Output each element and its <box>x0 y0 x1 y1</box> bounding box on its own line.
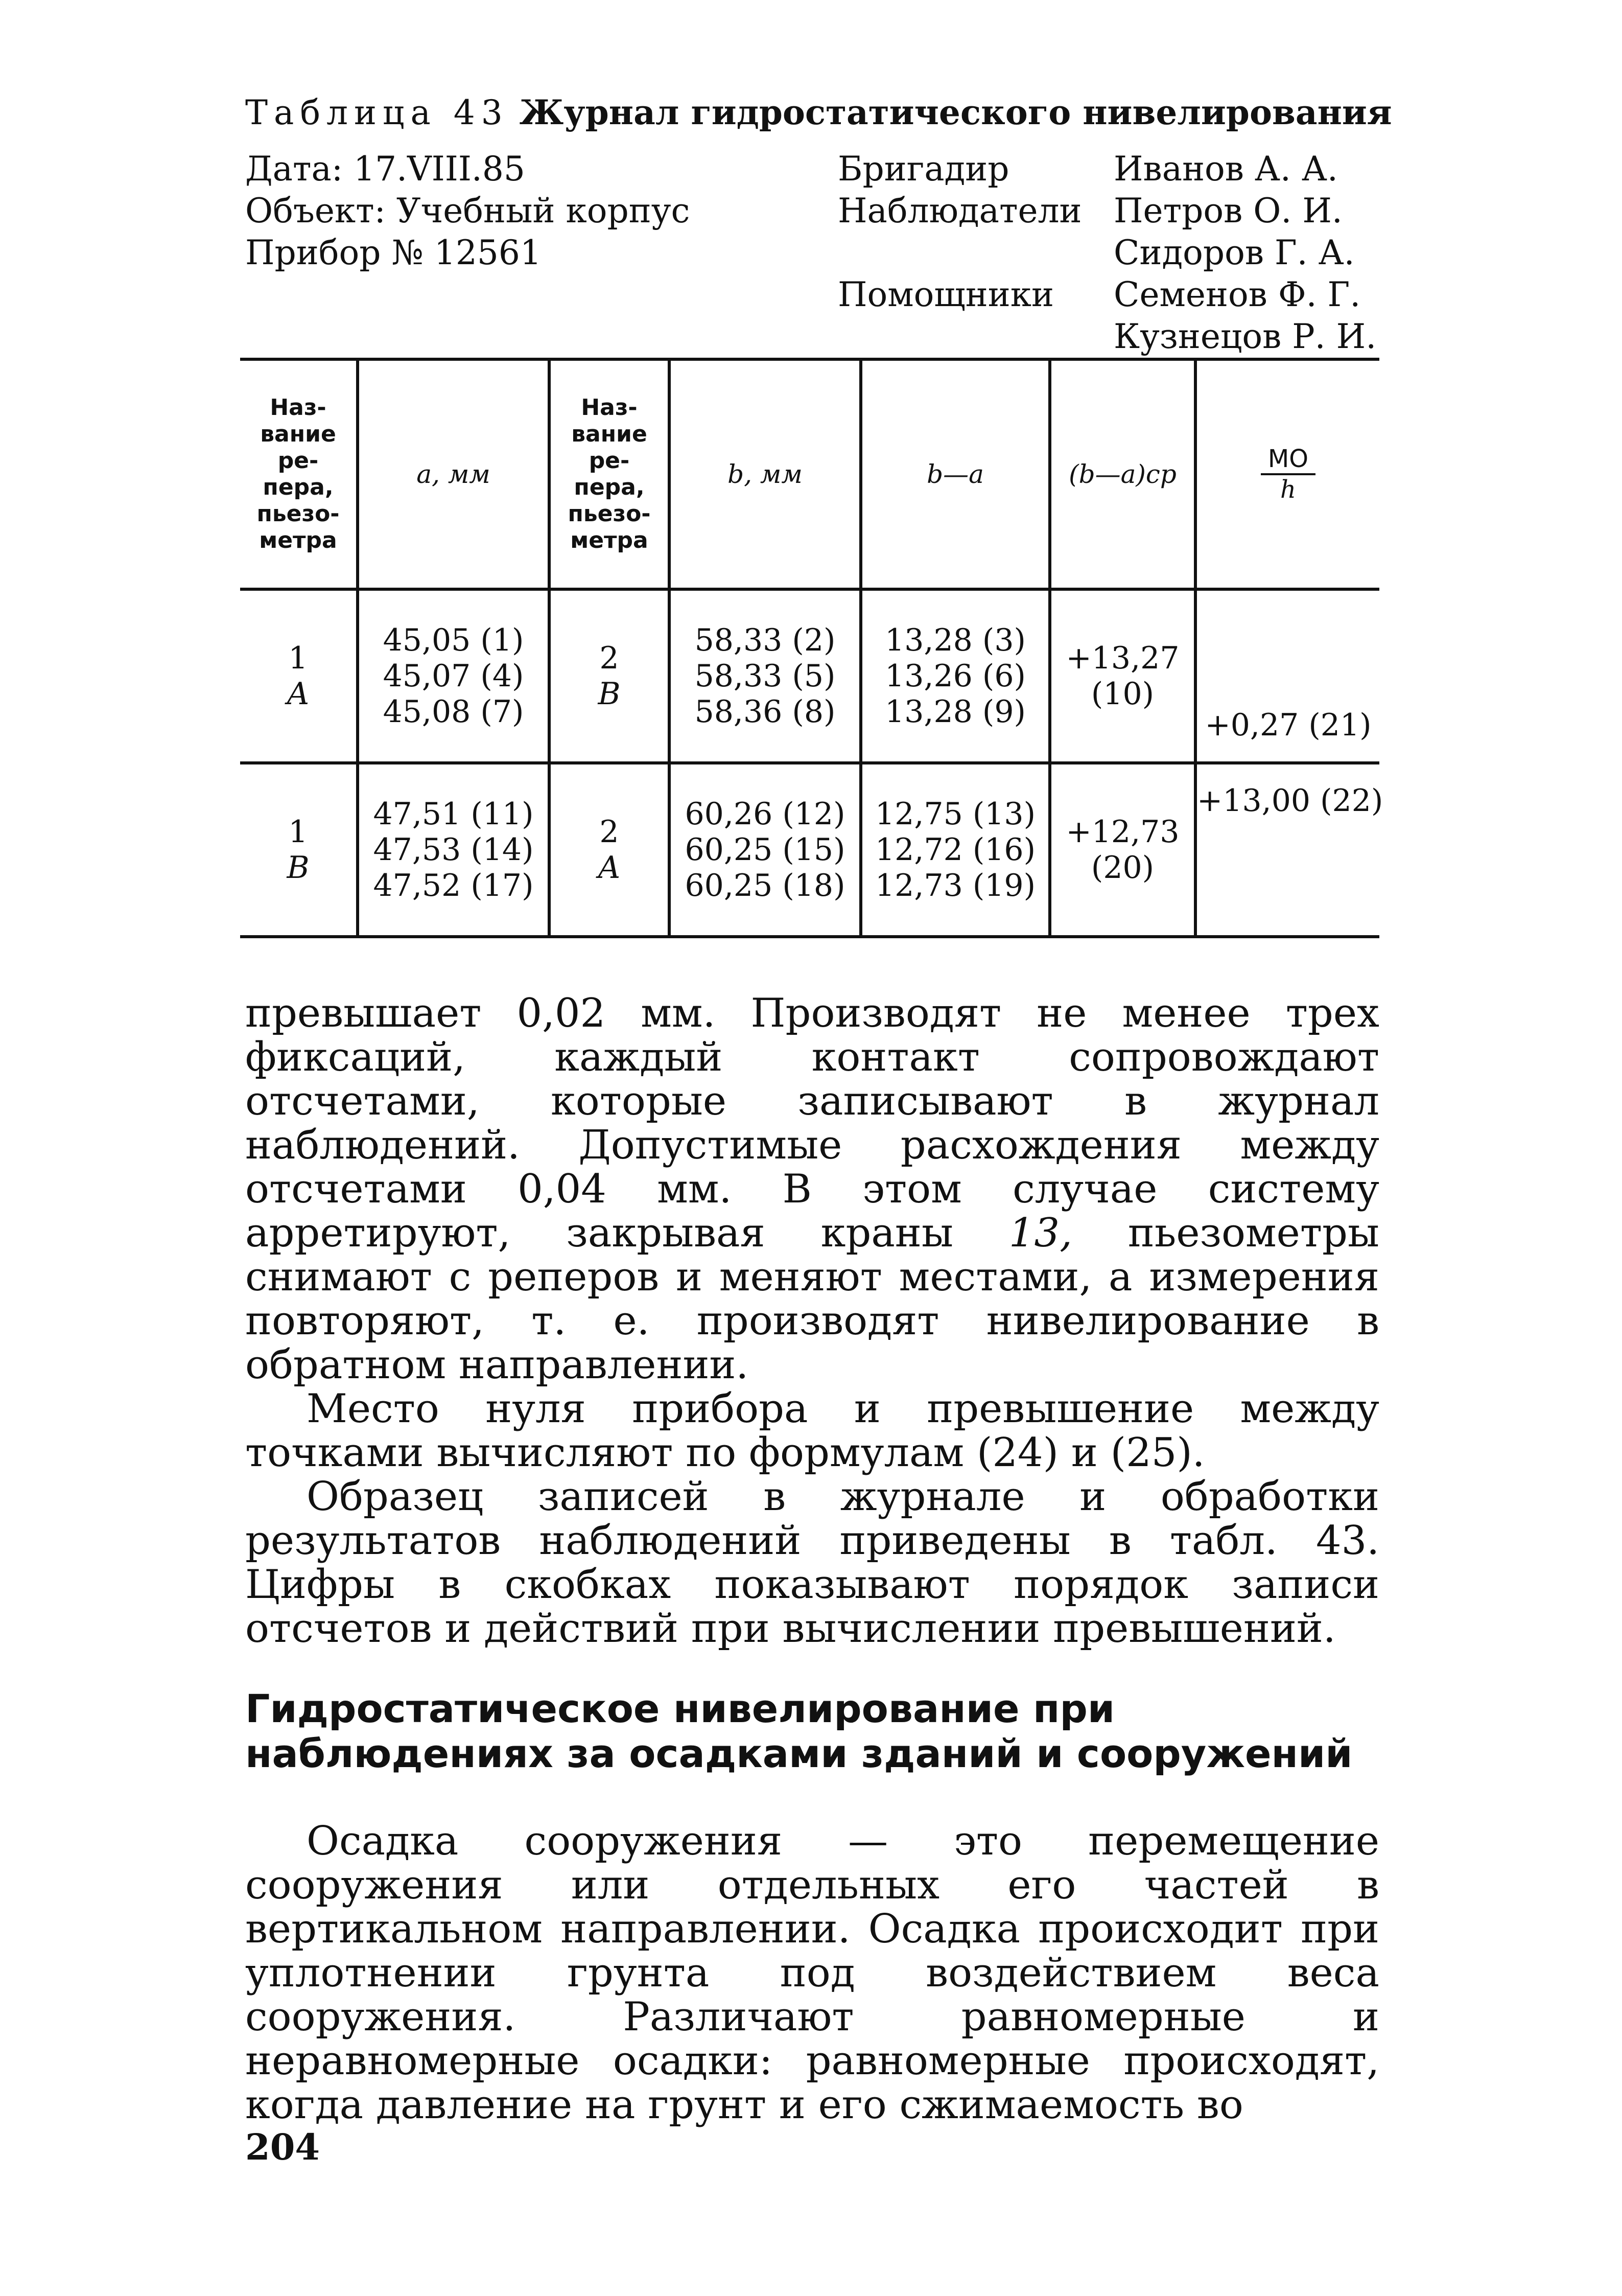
header-b: b, мм <box>669 359 861 589</box>
table-row <box>240 589 1379 763</box>
header-difference: b—a <box>861 359 1050 589</box>
header-point-1: Наз- вание ре- пера, пьезо- метра <box>240 359 358 589</box>
paragraph: Осадка сооружения — это перемещение сооружения или отдельных его частей в вертикальном направлении. Осадка происходит при уплотнении грунта под воздействием веса сооружения. Различают равномерные и неравномерные осадки: равномерные происходят, когда давление на грунт и его сжимаемость во <box>245 1818 1379 2128</box>
helpers-label: Помощники <box>838 275 1054 314</box>
point-cell: 2 B <box>549 589 669 763</box>
observer-name: Петров О. И. <box>1114 191 1343 230</box>
foreman-name: Иванов А. А. <box>1114 149 1338 189</box>
observers-label: Наблюдатели <box>838 191 1082 230</box>
difference-cell: 13,28 (3) 13,26 (6) 13,28 (9) <box>861 589 1050 763</box>
header-point-2: Наз- вание ре- пера, пьезо- метра <box>549 359 669 589</box>
mo-cell: +13,00 (22) <box>1195 763 1379 937</box>
a-readings-cell: 45,05 (1) 45,07 (4) 45,08 (7) <box>358 589 549 763</box>
header-mean-difference: (b—a)ср <box>1050 359 1195 589</box>
point-cell: 2 A <box>549 763 669 937</box>
section-heading: Гидростатическое нивелирование при наблюдениях за осадками зданий и сооружений <box>245 1686 1353 1776</box>
table-caption <box>245 92 1400 133</box>
journal-info-roles <box>838 148 1114 316</box>
header-mo-h: $\frac{МО}{h}$ <box>1195 359 1379 589</box>
table-header-row <box>240 359 1379 589</box>
helper-name: Семенов Ф. Г. <box>1114 275 1361 314</box>
leveling-journal-table <box>240 358 1383 938</box>
b-readings-cell: 60,26 (12) 60,25 (15) 60,25 (18) <box>669 763 861 937</box>
device-line: Прибор № 12561 <box>245 233 542 272</box>
helper-name: Кузнецов Р. И. <box>1114 317 1377 356</box>
b-readings-cell: 58,33 (2) 58,33 (5) 58,36 (8) <box>669 589 861 763</box>
paragraph: Образец записей в журнале и обработки результатов наблюдений приведены в табл. 43. Цифры в скобках показывают порядок записи отсчетов и действий при вычислении превышений. <box>245 1474 1379 1652</box>
table-title: Журнал гидростатического нивелирования <box>519 92 1392 132</box>
journal-info-names <box>1114 148 1420 358</box>
point-cell: 1 B <box>240 763 358 937</box>
journal-info-left <box>245 148 833 274</box>
a-readings-cell: 47,51 (11) 47,53 (14) 47,52 (17) <box>358 763 549 937</box>
foreman-label: Бригадир <box>838 149 1009 189</box>
paragraph: превышает 0,02 мм. Производят не менее трех фиксаций, каждый контакт сопровождают отсчетами, которые записывают в журнал наблюдений. Допустимые расхождения между отсчетами 0,04 мм. В этом случае систему арретируют, закрывая краны 13, пьезометры снимают с реперов и меняют местами, а измерения повторяют, т. е. производят нивелирование в обратном направлении. <box>245 990 1379 1388</box>
observer-name: Сидоров Г. А. <box>1114 233 1355 272</box>
table-row <box>240 763 1379 937</box>
section-text-block <box>245 1819 1379 2127</box>
mean-difference-cell: +13,27 (10) <box>1050 589 1195 763</box>
point-cell: 1 A <box>240 589 358 763</box>
mo-cell: +0,27 (21) <box>1195 589 1379 763</box>
difference-cell: 12,75 (13) 12,72 (16) 12,73 (19) <box>861 763 1050 937</box>
paragraph: Место нуля прибора и превышение между точками вычисляют по формулам (24) и (25). <box>245 1386 1379 1476</box>
table-label: Таблица 43 <box>245 93 509 132</box>
header-a: a, мм <box>358 359 549 589</box>
object-line: Объект: Учебный корпус <box>245 191 690 230</box>
page-number: 204 <box>245 2126 320 2168</box>
date-line: Дата: 17.VIII.85 <box>245 149 525 189</box>
body-text-block <box>245 991 1379 1651</box>
mean-difference-cell: +12,73 (20) <box>1050 763 1195 937</box>
